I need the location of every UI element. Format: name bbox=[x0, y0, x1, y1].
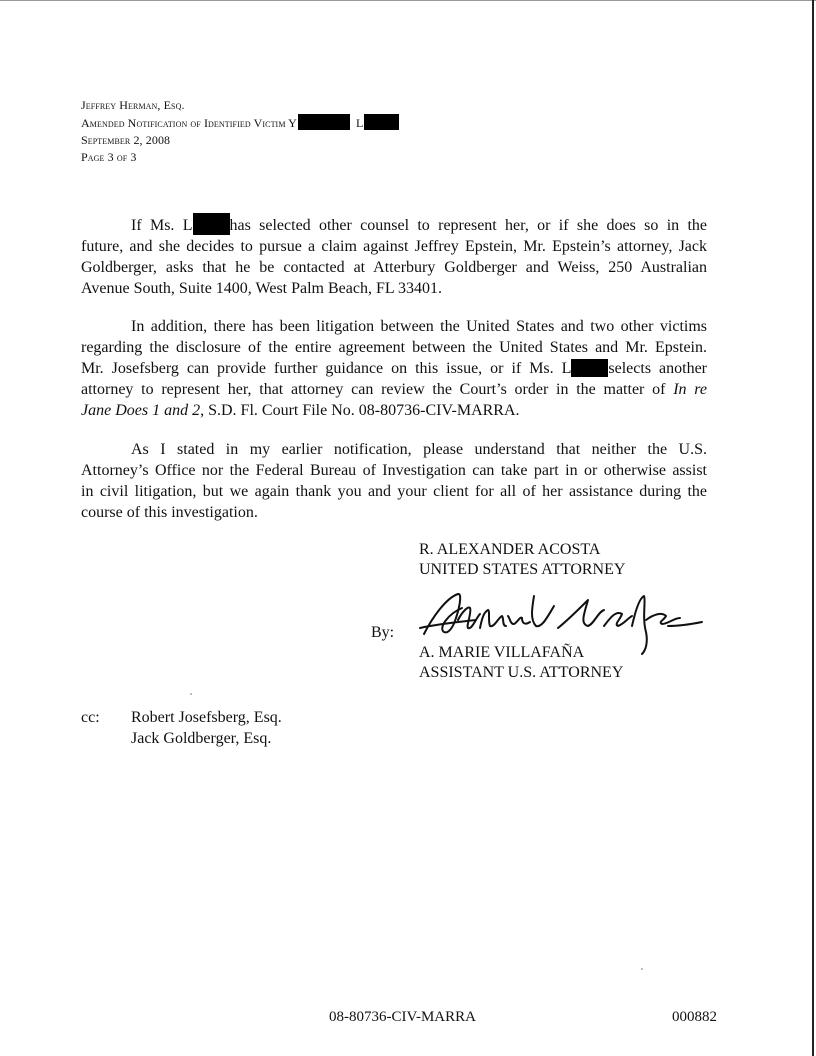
text-run: attorney to represent her, that attorney can review the Court’s order in the matter of bbox=[81, 381, 674, 398]
scan-speck bbox=[641, 968, 643, 970]
us-attorney-name: R. ALEXANDER ACOSTA bbox=[419, 541, 601, 558]
cc-recipient: Jack Goldberger, Esq. bbox=[131, 730, 272, 747]
signer-block bbox=[419, 643, 623, 683]
paragraph-line bbox=[81, 358, 707, 379]
by-label: By: bbox=[371, 624, 395, 641]
cc-label: cc: bbox=[81, 709, 100, 726]
date-line: September 2, 2008 bbox=[81, 133, 171, 147]
scan-speck bbox=[190, 693, 192, 695]
redaction-box bbox=[193, 213, 230, 235]
signer-title: ASSISTANT U.S. ATTORNEY bbox=[419, 664, 624, 681]
paragraph-line: Attorney’s Office nor the Federal Bureau of Investigation can take part in or otherwise assist bbox=[81, 462, 707, 479]
paragraph-line: course of this investigation. bbox=[81, 504, 258, 521]
paragraph-line: future, and she decides to pursue a claim against Jeffrey Epstein, Mr. Epstein’s attorney, Jack bbox=[81, 238, 707, 255]
text-run: selects another bbox=[608, 360, 708, 377]
signer-name: A. MARIE VILLAFAÑA bbox=[419, 644, 585, 661]
footer-case-number: 08-80736-CIV-MARRA bbox=[329, 1009, 476, 1025]
paragraph-line bbox=[81, 400, 707, 421]
us-attorney-title: UNITED STATES ATTORNEY bbox=[419, 561, 626, 578]
subject-initial: L bbox=[355, 116, 364, 130]
redaction-box bbox=[298, 114, 350, 130]
case-name-italic: Jane Does 1 and 2 bbox=[81, 402, 201, 419]
paragraph-line: In addition, there has been litigation between the United States and two other victims bbox=[131, 318, 707, 335]
subject-prefix: Amended Notification of Identified Victim Y bbox=[81, 116, 297, 130]
paragraph-line: Avenue South, Suite 1400, West Palm Beach, FL 33401. bbox=[81, 280, 443, 297]
paragraph-counsel bbox=[81, 213, 707, 299]
text-run: has selected other counsel to represent her, or if she does so in the bbox=[229, 217, 707, 234]
paragraph-line: As I stated in my earlier notification, please understand that neither the U.S. bbox=[131, 441, 707, 458]
paragraph-litigation bbox=[81, 316, 707, 421]
page-number-line: Page 3 of 3 bbox=[81, 150, 137, 164]
footer-bates-number: 000882 bbox=[672, 1009, 717, 1025]
signature-block bbox=[419, 540, 625, 580]
text-run: Mr. Josefsberg can provide further guidance on this issue, or if Ms. L bbox=[81, 360, 572, 377]
paragraph-closing bbox=[81, 439, 707, 523]
scan-right-edge bbox=[812, 0, 814, 1056]
paragraph-line: Goldberger, asks that he be contacted at Atterbury Goldberger and Weiss, 250 Australian bbox=[81, 259, 707, 276]
recipient-line: Jeffrey Herman, Esq. bbox=[81, 98, 185, 112]
paragraph-line bbox=[81, 213, 707, 236]
paragraph-line bbox=[81, 379, 707, 400]
text-run: If Ms. L bbox=[131, 217, 193, 234]
letter-header bbox=[81, 97, 399, 166]
redaction-box bbox=[364, 114, 399, 130]
subject-line bbox=[81, 114, 399, 132]
case-name-italic: In re bbox=[673, 381, 708, 398]
cc-recipient: Robert Josefsberg, Esq. bbox=[131, 709, 282, 726]
text-run: , S.D. Fl. Court File No. 08-80736-CIV-MARRA. bbox=[200, 402, 520, 419]
paragraph-line: in civil litigation, but we again thank you and your client for all of her assistance during the bbox=[81, 483, 707, 500]
cc-recipients bbox=[131, 707, 282, 749]
scan-top-edge bbox=[0, 0, 816, 1]
paragraph-line: regarding the disclosure of the entire agreement between the United States and Mr. Epstein. bbox=[81, 339, 707, 356]
redaction-box bbox=[571, 359, 608, 377]
